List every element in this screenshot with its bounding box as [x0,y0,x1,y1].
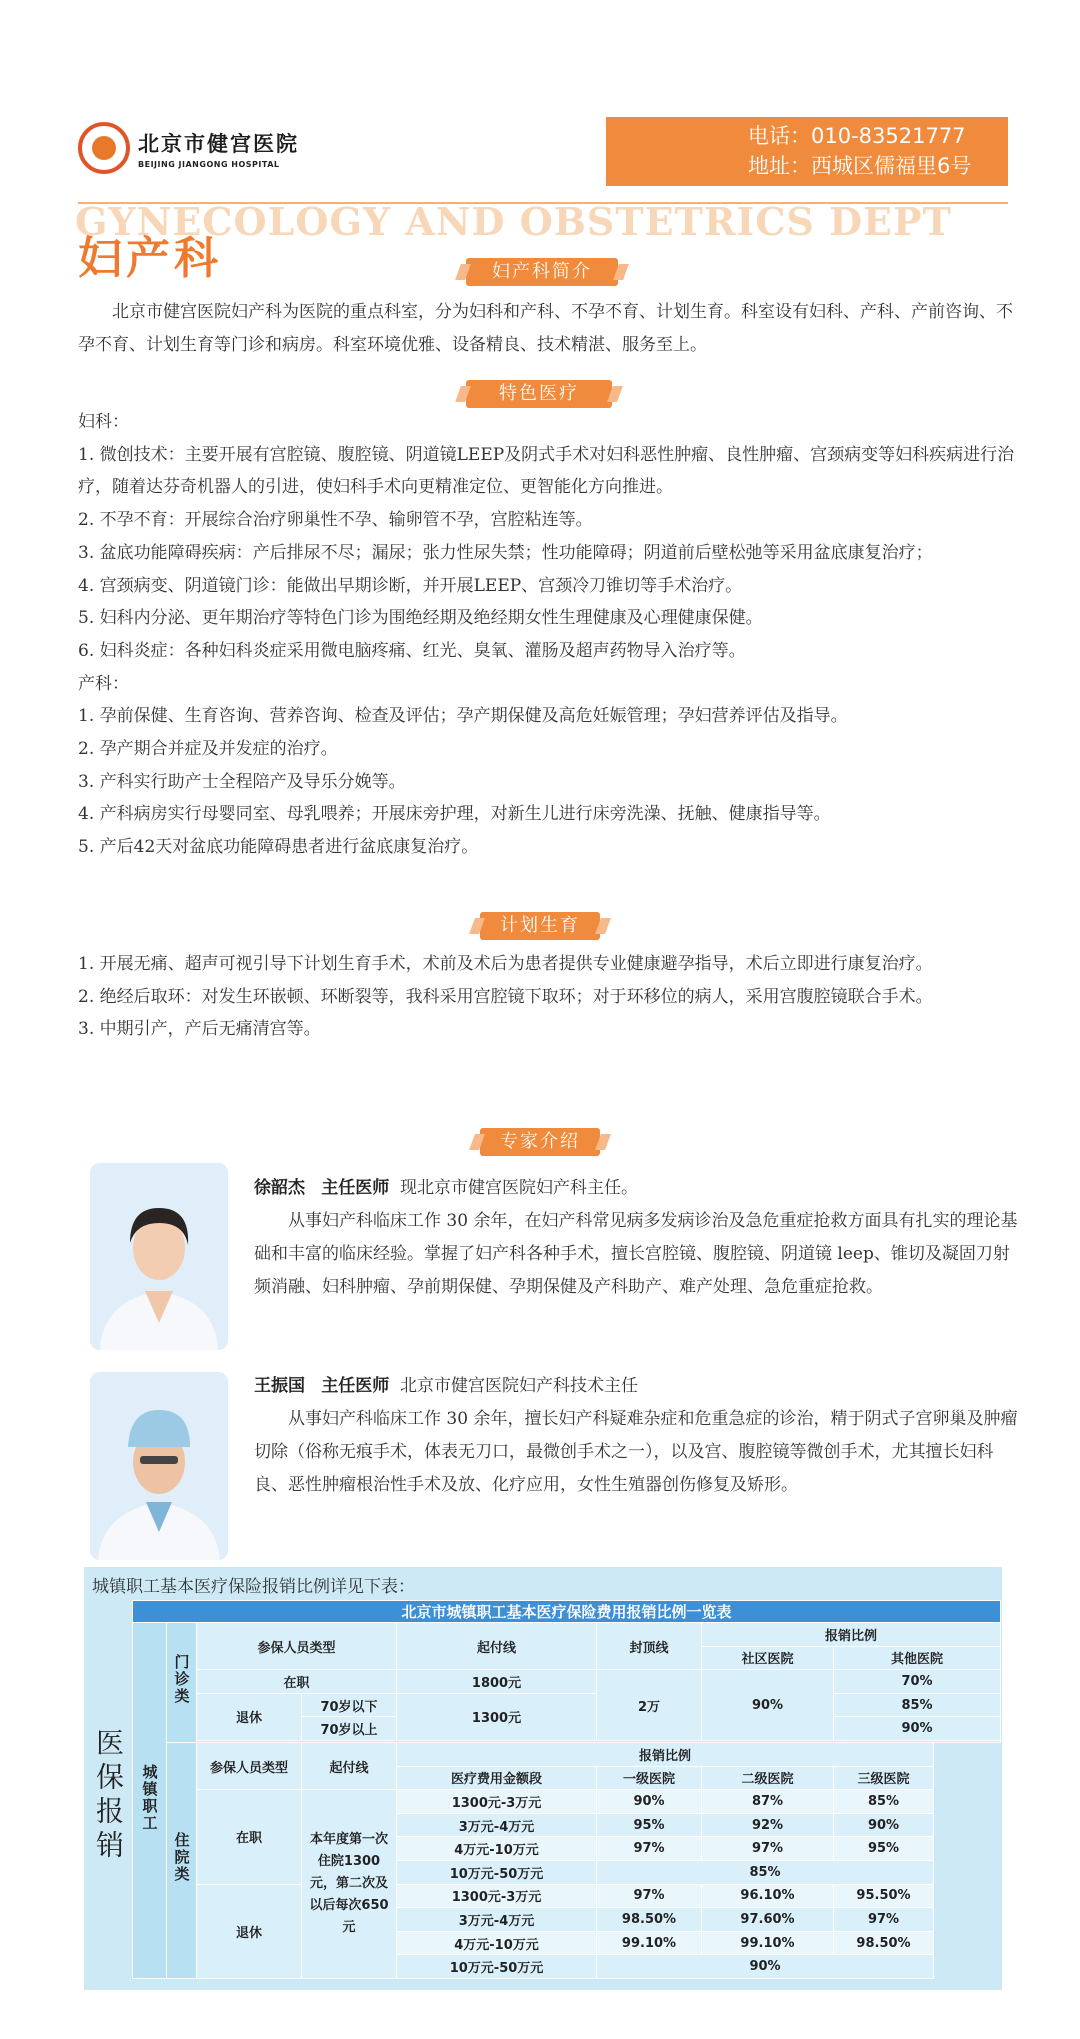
table-cell: 1300元-3万元 [397,1884,597,1908]
section-title-plan: 计划生育 [480,912,600,940]
table-cell: 97% [597,1837,702,1861]
list-item: 1. 微创技术：主要开展有宫腔镜、腹腔镜、阴道镜LEEP及阴式手术对妇科恶性肿瘤、良性肿瘤、宫颈病变等妇科疾病进行治疗，随着达芬奇机器人的引进，使妇科手术向更精准定位、更智能化方向推进。 [78,444,1015,498]
expert-2-desc: 从事妇产科临床工作 30 余年，擅长妇产科疑难杂症和危重急症的诊治，精于阴式子宫卵巢及肿瘤切除（俗称无痕手术，体表无刀口，最微创手术之一），以及宫、腹腔镜等微创手术，尤其擅长妇科良、恶性肿瘤根治性手术及放、化疗应用，女性生殖器创伤修复及矫形。 [254,1409,1018,1495]
logo-name-en: BEIJING JIANGONG HOSPITAL [138,159,280,169]
table-cell: 报销比例 [702,1623,1001,1647]
expert-photo-1 [90,1163,228,1350]
expert-1-desc: 从事妇产科临床工作 30 余年，在妇产科常见病多发病诊治及急危重症抢救方面具有扎实的理论基础和丰富的临床经验。掌握了妇产科各种手术，擅长宫腔镜、腹腔镜、阴道镜 leep、锥切及凝固刀射频消融、妇科肿瘤、孕前期保健、孕期保健及产科助产、难产处理、急危重症抢救。 [254,1211,1018,1297]
table-cell: 98.50% [597,1908,702,1932]
contact-box [606,117,1008,186]
inpatient-label: 住院类 [167,1742,197,1978]
phone-text: 电话：010-83521777 [748,124,966,148]
hospital-logo [78,118,308,178]
expert-1-intro: 现北京市健宫医院妇产科主任。 [400,1178,639,1198]
table-cell: 3万元-4万元 [397,1813,597,1837]
table-cell: 退休 [197,1693,302,1740]
table-cell: 1300元 [397,1693,597,1740]
list-item: 3. 产科实行助产士全程陪产及导乐分娩等。 [78,771,406,792]
gyn-label: 妇科： [78,412,129,432]
table-cell: 2万 [597,1670,702,1741]
group-label: 城镇职工 [133,1623,167,1979]
obs-label: 产科： [78,673,129,694]
expert-2-block [254,1370,1020,1502]
table-cell: 10万元-50万元 [397,1955,597,1979]
expert-1-title: 主任医师 [321,1178,390,1198]
table-cell: 3万元-4万元 [397,1908,597,1932]
list-item: 4. 宫颈病变、阴道镜门诊：能做出早期诊断，并开展LEEP、宫颈冷刀锥切等手术治疗。 [78,575,743,596]
list-item: 2. 孕产期合并症及并发症的治疗。 [78,739,338,760]
table-cell: 97% [834,1908,934,1932]
table-cell: 三级医院 [834,1766,934,1790]
table-cell: 起付线 [302,1742,397,1789]
table-cell: 报销比例 [397,1742,934,1766]
table-cell: 本年度第一次住院1300元，第二次及以后每次650元 [302,1790,397,1979]
table-cell: 医疗费用金额段 [397,1766,597,1790]
list-item: 5. 产后42天对盆底功能障碍患者进行盆底康复治疗。 [78,837,479,858]
table-cell: 90% [597,1790,702,1814]
table-cell: 封顶线 [597,1623,702,1670]
insurance-caption: 城镇职工基本医疗保险报销比例详见下表： [92,1577,415,1597]
table-cell: 90% [834,1813,934,1837]
list-item: 1. 孕前保健、生育咨询、营养咨询、检查及评估；孕产期保健及高危妊娠管理；孕妇营养评估及指导。 [78,706,848,727]
list-item: 2. 不孕不育：开展综合治疗卵巢性不孕、输卵管不孕，宫腔粘连等。 [78,510,593,531]
table-cell: 90% [597,1955,934,1979]
table-cell: 社区医院 [702,1646,834,1670]
list-item: 6. 妇科炎症：各种妇科炎症采用微电脑疼痛、红光、臭氧、灌肠及超声药物导入治疗等。 [78,640,746,661]
expert-photo-2 [90,1372,228,1560]
dept-title-cn: 妇产科 [78,233,222,284]
table-cell: 92% [702,1813,834,1837]
table-cell: 97.60% [702,1908,834,1932]
section-title-special: 特色医疗 [466,380,612,408]
table-cell: 10万元-50万元 [397,1860,597,1884]
dept-title-en: GYNECOLOGY AND OBSTETRICS DEPT [75,199,952,244]
table-cell: 87% [702,1790,834,1814]
table-cell: 85% [834,1790,934,1814]
list-item: 3. 中期引产，产后无痛清宫等。 [78,1019,321,1040]
table-cell: 一级医院 [597,1766,702,1790]
list-item: 2. 绝经后取环：对发生环嵌顿、环断裂等，我科采用宫腔镜下取环；对于环移位的病人，采用宫腹腔镜联合手术。 [78,986,933,1007]
table-cell: 70岁以上 [302,1717,397,1741]
table-cell: 97% [702,1837,834,1861]
doctor-portrait-icon [90,1372,228,1560]
table-cell: 其他医院 [834,1646,1001,1670]
address-text: 地址：西城区儒福里6号 [748,154,972,178]
list-item: 5. 妇科内分泌、更年期治疗等特色门诊为围绝经期及绝经期女性生理健康及心理健康保健。 [78,608,763,629]
table-cell: 退休 [197,1884,302,1978]
table-cell: 在职 [197,1670,397,1694]
expert-2-name: 王振国 [254,1376,305,1396]
table-cell: 4万元-10万元 [397,1837,597,1861]
table-cell: 96.10% [702,1884,834,1908]
expert-1-block [254,1172,1020,1304]
table-cell: 99.10% [597,1931,702,1955]
expert-1-name: 徐韶杰 [254,1178,305,1198]
table-cell: 90% [702,1670,834,1741]
section-title-intro: 妇产科简介 [466,258,618,286]
table-cell: 99.10% [702,1931,834,1955]
table-cell: 70% [834,1670,1001,1694]
table-cell: 二级医院 [702,1766,834,1790]
table-cell: 1800元 [397,1670,597,1694]
doctor-portrait-icon [90,1163,228,1350]
table-cell: 在职 [197,1790,302,1884]
list-item: 3. 盆底功能障碍疾病：产后排尿不尽；漏尿；张力性尿失禁；性功能障碍；阴道前后壁松弛等采用盆底康复治疗； [78,542,933,563]
table-cell: 70岁以下 [302,1693,397,1717]
table-cell: 95.50% [834,1884,934,1908]
table-cell: 90% [834,1717,1001,1741]
table-cell: 95% [597,1813,702,1837]
list-item: 4. 产科病房实行母婴同室、母乳喂养；开展床旁护理，对新生儿进行床旁洗澡、抚触、健康指导等。 [78,804,831,825]
table-cell: 1300元-3万元 [397,1790,597,1814]
table-cell: 参保人员类型 [197,1742,302,1789]
table-cell: 参保人员类型 [197,1623,397,1670]
intro-paragraph: 北京市健宫医院妇产科为医院的重点科室，分为妇科和产科、不孕不育、计划生育。科室设有妇科、产科、产前咨询、不孕不育、计划生育等门诊和病房。科室环境优雅、设备精良、技术精湛、服务至上。 [78,302,1013,355]
list-item: 1. 开展无痛、超声可视引导下计划生育手术，术前及术后为患者提供专业健康避孕指导，术后立即进行康复治疗。 [78,954,933,974]
expert-2-title: 主任医师 [321,1376,390,1396]
expert-2-intro: 北京市健宫医院妇产科技术主任 [400,1376,639,1396]
hospital-emblem-icon [78,122,130,174]
table-cell: 97% [597,1884,702,1908]
logo-name-cn: 北京市健宫医院 [138,131,299,156]
plan-list [78,948,1018,1046]
outpatient-label: 门诊类 [167,1623,197,1743]
table-cell: 98.50% [834,1931,934,1955]
section-title-experts: 专家介绍 [480,1128,600,1156]
table-cell: 85% [597,1860,934,1884]
table-cell: 4万元-10万元 [397,1931,597,1955]
insurance-table-title: 北京市城镇职工基本医疗保险费用报销比例一览表 [133,1601,1001,1623]
table-cell: 起付线 [397,1623,597,1670]
special-list [78,406,1018,864]
table-cell: 85% [834,1693,1001,1717]
insurance-side-label: 医保报销 [92,1727,125,1864]
table-cell: 95% [834,1837,934,1861]
insurance-table [132,1600,1001,1979]
